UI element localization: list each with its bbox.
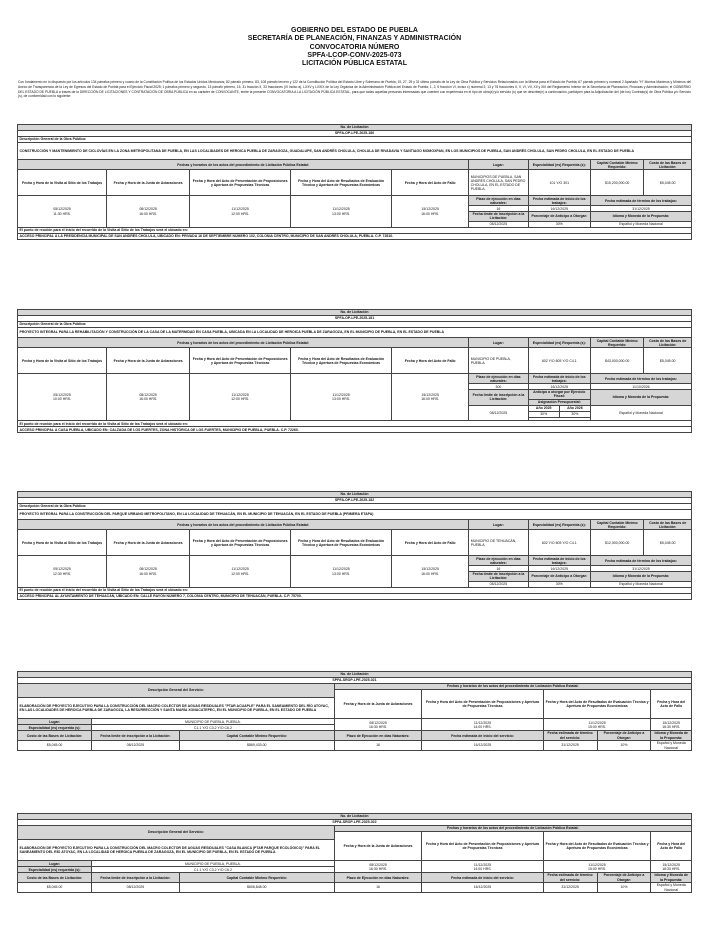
presentacion-value: 11/12/2025 12:00 HRS. [190,196,291,228]
fallo-value: 15/12/2025 16:00 HRS. [392,196,469,228]
header-line-3: CONVOCATORIA NÚMERO [309,43,400,51]
costo-header: Costo de las Bases de Licitación: [18,731,92,741]
visita-header: Fecha y Hora de la Visita al Sitio de los Trabajos [18,348,107,374]
capital-header: Capital Contable Mínimo Requerido: [590,160,643,170]
fallo-header: Fecha y Hora del Acto de Fallo [392,348,469,374]
licitacion-number: SPFA-OP-LPE-2025-180 [18,130,692,136]
resultados-value: 11/12/2025 15:00 HRS. [543,719,651,731]
lugar-value: MUNICIPIO DE PUEBLA, PUEBLA. [92,719,335,725]
resultados-header: Fecha y Hora del Acto de Resultados de Evaluación Técnica y Apertura de Propuestas Económicas [543,689,651,719]
anticipo-value: 10% [597,741,651,751]
visita-value: 05/12/2025 10:00 HRS. [18,374,107,421]
licitacion-number: SPFA-SROP-LPE-2025-022 [18,819,692,825]
punto-label: El punto de reunión para el inicio del recorrido de la Visita al Sitio de los Trabajos será el ubicado en: [18,227,692,233]
fallo-header: Fecha y Hora del Acto de Fallo [651,831,692,861]
limite-value: 08/12/2025 [92,883,180,893]
no-licitacion-label: No. de Licitación [18,814,692,820]
capital-header: Capital Contable Mínimo Requerido: [179,873,334,883]
no-licitacion-label: No. de Licitación [18,125,692,131]
fechas-header: Fechas y horarios de los actos del procedimiento de Licitación Pública Estatal: [334,683,691,689]
lugar-header: Lugar: [18,861,92,867]
termino-value: 31/12/2025 [543,883,597,893]
capital-value: $43,000,000.00 [590,348,643,374]
punto-label: El punto de reunión para el inicio del recorrido de la Visita al Sitio de los Trabajos será el ubicado en: [18,587,692,593]
asignacion-header: Asignación Presupuestal: [528,399,590,405]
termino-value: 31/12/2025 [590,566,691,572]
header-line-1: GOBIERNO DEL ESTADO DE PUEBLA [291,27,418,34]
plazo-header: Plazo de ejecución en días naturales: [469,196,528,206]
fallo-header: Fecha y Hora del Acto de Fallo [392,170,469,196]
junta-value: 08/12/2025 16:00 HRS. [107,196,190,228]
capital-value: $869,433.00 [179,741,334,751]
capital-value: $606,848.00 [179,883,334,893]
costo-header: Costo de las Bases de Licitación: [644,338,692,348]
resultados-value: 11/12/2025 13:00 HRS. [291,374,392,421]
inicio-value: 16/12/2025 [422,883,543,893]
junta-header: Fecha y Hora de la Junta de Aclaraciones [107,170,190,196]
idioma-value: Español y Moneda Nacional [590,221,691,227]
inicio-header: Fecha estimada de inicio del servicio: [422,873,543,883]
fechas-header: Fechas y horarios de los actos del procedimiento de Licitación Pública Estatal: [18,160,469,170]
limite-header: Fecha límite de inscripción a la Licitación: [469,572,528,582]
pct-2026: 30% [559,411,590,417]
anio-2025: Año 2025 [528,405,559,411]
resultados-header: Fecha y Hora del Acto de Resultados de Evaluación Técnica y Apertura de Propuestas Económicas [543,831,651,861]
especialidad-value: C1.1 Y/O C3.2 Y/O C6.2 [92,867,335,873]
junta-value: 08/12/2025 16:00 HRS. [107,374,190,421]
plazo-header: Plazo de ejecución en días naturales: [469,374,528,384]
resultados-header: Fecha y Hora del Acto de Resultados de Evaluación Técnica y Apertura de Propuestas Económicas [291,170,392,196]
capital-value: $15,200,000.00 [590,170,643,196]
termino-header: Fecha estimada de término de los trabajos: [590,196,691,206]
lugar-value: MUNICIPIOS DE PUEBLA, SAN ANDRÉS CHOLULA, SAN PEDRO CHOLULA, EN EL ESTADO DE PUEBLA. [469,170,528,196]
costo-value: $5,045.00 [644,348,692,374]
inicio-value: 16/12/2025 [528,384,590,390]
fallo-value: 15/12/2025 16:30 HRS. [651,861,692,873]
costo-header: Costo de las Bases de Licitación: [18,873,92,883]
capital-header: Capital Contable Mínimo Requerido: [590,338,643,348]
idioma-header: Idioma y Moneda de la Propuesta: [651,873,692,883]
especialidad-header: Especialidad (es) requerida (s): [18,867,92,873]
especialidad-value: 602 Y/O 605 Y/O C4.1 [528,348,590,374]
limite-value: 08/12/2025 [92,741,180,751]
lugar-value: MUNICIPIO DE TEHUACÁN, PUEBLA. [469,530,528,556]
desc-label: Descripción General de la Obra Pública: [18,136,692,142]
resultados-header: Fecha y Hora del Acto de Resultados de Evaluación Técnica y Apertura de Propuestas Económicas [291,530,392,556]
termino-header: Fecha estimada de término del servicio: [543,731,597,741]
licitacion-number: SPFA-OP-LPE-2025-182 [18,497,692,503]
visita-header: Fecha y Hora de la Visita al Sitio de los Trabajos [18,530,107,556]
fallo-value: 15/12/2025 16:00 HRS. [392,556,469,588]
junta-value: 08/12/2025 16:30 HRS. [334,719,422,731]
especialidad-header: Especialidad (es) Requerida (s): [528,520,590,530]
termino-header: Fecha estimada de término del servicio: [543,873,597,883]
obra-description: PROYECTO INTEGRAL PARA LA CONSTRUCCIÓN DEL PARQUE URBANO METROPOLITANO, EN LA LOCALIDAD DE TEHUACÁN, EN EL MUNICIPIO DE TEHUACÁN, EN EL ESTADO DE PUEBLA (PRIMERA ETAPA) [18,509,692,520]
visita-value: 05/12/2025 12:30 HRS. [18,556,107,588]
fallo-value: 15/12/2025 16:30 HRS. [651,719,692,731]
costo-header: Costo de las Bases de Licitación: [644,160,692,170]
inicio-header: Fecha estimada de inicio de los trabajos: [528,374,590,384]
especialidad-header: Especialidad (es) Requerida (s): [528,160,590,170]
presentacion-header: Fecha y Hora del Acto de Presentación de Proposiciones y Apertura de Propuestas Técnicas [190,530,291,556]
lugar-header: Lugar: [469,160,528,170]
termino-value: 31/12/2025 [590,206,691,212]
presentacion-value: 11/12/2025 14:00 HRS. [422,861,543,873]
presentacion-value: 11/12/2025 12:00 HRS. [190,374,291,421]
anticipo-header: Porcentaje de Anticipo a Otorgar: [597,873,651,883]
costo-value: $5,045.00 [18,883,92,893]
idioma-header: Idioma y Moneda de la Propuesta: [590,572,691,582]
lugar-header: Lugar: [469,338,528,348]
resultados-value: 11/12/2025 13:00 HRS. [291,196,392,228]
plazo-value: 16 [469,566,528,572]
limite-value: 08/12/2025 [469,581,528,587]
visita-value: 05/12/2025 11:30 HRS. [18,196,107,228]
especialidad-value: C1.1 Y/O C3.2 Y/O C6.2 [92,725,335,731]
presentacion-header: Fecha y Hora del Acto de Presentación de Proposiciones y Apertura de Propuestas Técnicas [422,689,543,719]
lugar-header: Lugar: [469,520,528,530]
licitacion-number: SPFA-SROP-LPE-2025-021 [18,677,692,683]
punto-value: ACCESO PRINCIPAL A LA PRESIDENCIA MUNICIPAL DE SAN ANDRÉS CHOLULA, UBICADO EN: PRIVADA 16 DE SEPTIEMBRE NÚMERO 102, COLONIA CENTRO, MUNICIPIO DE SAN ANDRÉS CHOLULA, PUEBLA. C.P. 72810. [18,233,692,239]
fallo-header: Fecha y Hora del Acto de Fallo [392,530,469,556]
costo-header: Costo de las Bases de Licitación: [644,520,692,530]
resultados-header: Fecha y Hora del Acto de Resultados de Evaluación Técnica y Apertura de Propuestas Económicas [291,348,392,374]
inicio-header: Fecha estimada de inicio del servicio: [422,731,543,741]
inicio-header: Fecha estimada de inicio de los trabajos: [528,556,590,566]
presentacion-header: Fecha y Hora del Acto de Presentación de Proposiciones y Apertura de Propuestas Técnicas [190,170,291,196]
fechas-header: Fechas y horarios de los actos del procedimiento de Licitación Pública Estatal: [334,825,691,831]
idioma-header: Idioma y Moneda de la Propuesta: [651,731,692,741]
servicio-description: ELABORACIÓN DE PROYECTO EJECUTIVO PARA LA CONSTRUCCIÓN DEL MACRO COLECTOR DE AGUAS RESIDUALES "PTAR ACUAPLE" PARA EL SANEAMIENTO DEL RÍO ATOYAC, EN LAS LOCALIDADES DE HEROICA PUEBLA DE ZARAGOZA, LA RESURRECCIÓN Y SANTA MARÍA XONACATEPEC, EN EL MUNICIPIO DE PUEBLA, EN EL ESTADO DE PUEBLA [18,697,335,719]
no-licitacion-label: No. de Licitación [18,310,692,316]
limite-header: Fecha límite de inscripción a la Licitación: [469,390,528,406]
plazo-value: 300 [469,384,528,390]
desc-serv-label: Descripción General del Servicio: [18,825,335,839]
idioma-header: Idioma y Moneda de la Propuesta: [590,212,691,222]
limite-header: Fecha límite de inscripción a la Licitación: [92,731,180,741]
header-line-5: LICITACIÓN PÚBLICA ESTATAL [302,60,407,68]
anticipo-header: Porcentaje de Anticipo a Otorgar: [528,572,590,582]
licitacion-number: SPFA-OP-LPE-2025-181 [18,315,692,321]
junta-header: Fecha y Hora de la Junta de Aclaraciones [334,831,422,861]
intro-paragraph: Con fundamento en lo dispuesto por los artículos 134 párrafos primero y cuarto de la Constitución Política de los Estados Unidos Mexicanos; 82 párrafo primero, 83, 108 párrafo tercero y 122 de la Constitución Política del Estado Libre y Soberano de Puebla; 19, 27, 29 y 31 último párrafo de la Ley de Obra Pública y Servicios Relacionados con la Misma para el Estado de Puebla; 67 párrafo primero y numeral 2 Apartado "H" Montos Máximos y Mínimos del Anexo de Transparencia de la Ley de Egresos del Estado de Puebla para el Ejercicio Fiscal 2025; 1 párrafos primero y segundo, 13 párrafo primero, 15, 31 fracción II, 33 fracciones (VI inciso a), LXXV y LXXIX de la Ley Orgánica de la Administración Pública del Estado de Puebla; 1, 2, 5 fracción VI, inciso c) numeral 2; 13 y 76 fracciones II, V, VI, VII, XII y XIII del Reglamento Interior de la Secretaría de Planeación, Finanzas y Administración; el GOBIERNO DEL ESTADO DE PUEBLA a través de la DIRECCIÓN DE LICITACIONES Y CONTRATACIÓN DE OBRA PÚBLICA en su carácter de CONVOCANTE, emite la presente CONVOCATORIA A LA LICITACIÓN PÚBLICA ESTATAL, para que todas aquellas personas interesadas que cuenten con experiencia en el tipo de obra(s) y/o servicio (s) que se describe(n) a continuación, participen para la Adjudicación del (de los) Contrato(s) de Obra Pública y/o Servicio (s), de conformidad con lo siguiente: [18,80,691,99]
plazo-header: Plazo de ejecución en días naturales: [469,556,528,566]
licitacion-block-181 [17,309,692,433]
inicio-value: 16/12/2025 [528,566,590,572]
termino-value: 11/10/2026 [590,384,691,390]
idioma-value: Español y Moneda Nacional [590,405,691,421]
fallo-value: 15/12/2025 16:00 HRS. [392,374,469,421]
idioma-value: Español y Moneda Nacional [651,741,692,751]
especialidad-header: Especialidad (es) Requerida (s): [528,338,590,348]
fallo-header: Fecha y Hora del Acto de Fallo [651,689,692,719]
lugar-value: MUNICIPIO DE PUEBLA, PUEBLA. [469,348,528,374]
plazo-value: 16 [334,741,422,751]
licitacion-block-182 [17,491,692,600]
header-line-4: SPFA-LCOP-CONV-2025-073 [307,51,402,59]
limite-header: Fecha límite de inscripción a la Licitación: [92,873,180,883]
junta-value: 08/12/2025 16:30 HRS. [334,861,422,873]
visita-header: Fecha y Hora de la Visita al Sitio de los Trabajos [18,170,107,196]
header-line-2: SECRETARÍA DE PLANEACIÓN, FINANZAS Y ADMINISTRACIÓN [247,35,462,43]
capital-header: Capital Contable Mínimo Requerido: [179,731,334,741]
licitacion-block-180 [17,124,692,240]
punto-value: ACCESO PRINCIPAL AL AYUNTAMIENTO DE TEHUACÁN, UBICADO EN: CALLE RAYÓN NÚMERO 7, COLONIA CENTRO, MUNICIPIO DE TEHUACÁN, PUEBLA. C.P. 75700. [18,593,692,599]
obra-description: PROYECTO INTEGRAL PARA LA REHABILITACIÓN Y CONSTRUCCIÓN DE LA CASA DE LA MATERNIDAD EN CASA PUEBLA, UBICADA EN LA LOCALIDAD DE HEROICA PUEBLA DE ZARAGOZA, EN EL MUNICIPIO DE PUEBLA, EN EL ESTADO DE PUEBLA [18,327,692,338]
idioma-value: Español y Moneda Nacional [590,581,691,587]
desc-serv-label: Descripción General del Servicio: [18,683,335,697]
lugar-value: MUNICIPIO DE PUEBLA, PUEBLA. [92,861,335,867]
pct-2025: 30% [528,411,559,417]
limite-value: 08/12/2025 [469,405,528,421]
obra-description: CONSTRUCCIÓN Y MANTENIMIENTO DE CICLOVÍAS EN LA ZONA METROPOLITANA DE PUEBLA, EN LAS LOCALIDADES DE HEROICA PUEBLA DE ZARAGOZA, GUADALUPE, SAN ANDRÉS CHOLULA, CHOLULA DE RIVADAVIA Y SANTIAGO MOMOXPAN, EN LOS MUNICIPIOS DE PUEBLA, SAN ANDRÉS CHOLULA, SAN PEDRO CHOLULA, EN EL ESTADO DE PUEBLA [18,142,692,160]
desc-label: Descripción General de la Obra Pública: [18,321,692,327]
plazo-value: 16 [469,206,528,212]
capital-value: $12,300,000.00 [590,530,643,556]
termino-value: 31/12/2025 [543,741,597,751]
costo-value: $5,045.00 [18,741,92,751]
presentacion-header: Fecha y Hora del Acto de Presentación de Proposiciones y Apertura de Propuestas Técnicas [190,348,291,374]
junta-header: Fecha y Hora de la Junta de Aclaraciones [334,689,422,719]
anticipo-value: 30% [528,581,590,587]
costo-value: $5,045.00 [644,170,692,196]
no-licitacion-label: No. de Licitación [18,492,692,498]
lugar-header: Lugar: [18,719,92,725]
fechas-header: Fechas y horarios de los actos del procedimiento de Licitación Pública Estatal: [18,520,469,530]
presentacion-value: 11/12/2025 12:00 HRS. [190,556,291,588]
especialidad-value: 602 Y/O 605 Y/O C4.1 [528,530,590,556]
resultados-value: 11/12/2025 15:00 HRS. [543,861,651,873]
anticipo-value: 30% [528,221,590,227]
servicio-block-022 [17,813,692,893]
anticipo-header: Porcentaje de Anticipo a Otorgar: [528,212,590,222]
desc-label: Descripción General de la Obra Pública: [18,503,692,509]
no-licitacion-label: No. de Licitación [18,672,692,678]
termino-header: Fecha estimada de término de los trabajos: [590,374,691,384]
termino-header: Fecha estimada de término de los trabajos: [590,556,691,566]
resultados-value: 11/12/2025 13:00 HRS. [291,556,392,588]
capital-header: Capital Contable Mínimo Requerido: [590,520,643,530]
anticipo-header: Porcentaje de Anticipo a Otorgar: [597,731,651,741]
inicio-header: Fecha estimada de inicio de los trabajos: [528,196,590,206]
idioma-value: Español y Moneda Nacional [651,883,692,893]
punto-label: El punto de reunión para el inicio del recorrido de la Visita al Sitio de los Trabajos será el ubicado en: [18,421,692,427]
limite-value: 08/12/2025 [469,221,528,227]
ejercicio-header: Anticipo a otorgar por Ejercicio Fiscal: [528,390,590,400]
punto-value: ACCESO PRINCIPAL A CASA PUEBLA, UBICADO EN: CALZADA DE LOS FUERTES, ZONA HISTÓRICA DE LOS FUERTES, MUNICIPIO DE PUEBLA, PUEBLA. C.P. 72260. [18,427,692,433]
inicio-value: 16/12/2025 [528,206,590,212]
plazo-header: Plazo de Ejecución en días Naturales: [334,731,422,741]
presentacion-header: Fecha y Hora del Acto de Presentación de Proposiciones y Apertura de Propuestas Técnicas [422,831,543,861]
anio-2026: Año 2026 [559,405,590,411]
costo-value: $5,045.00 [644,530,692,556]
fechas-header: Fechas y horarios de los actos del procedimiento de Licitación Pública Estatal: [18,338,469,348]
junta-value: 08/12/2025 16:00 HRS. [107,556,190,588]
junta-header: Fecha y Hora de la Junta de Aclaraciones [107,348,190,374]
plazo-value: 16 [334,883,422,893]
plazo-header: Plazo de Ejecución en días Naturales: [334,873,422,883]
servicio-block-021 [17,671,692,751]
document-header [0,0,709,68]
especialidad-header: Especialidad (es) requerida (s): [18,725,92,731]
junta-header: Fecha y Hora de la Junta de Aclaraciones [107,530,190,556]
servicio-description: ELABORACIÓN DE PROYECTO EJECUTIVO PARA LA CONSTRUCCIÓN DEL MACRO COLECTOR DE AGUAS RESIDUALES "CASA BLANCA (PTAR PARQUE ECOLÓGICO)" PARA EL SANEAMIENTO DEL RÍO ATOYAC, EN LA LOCALIDAD DE HEROICA PUEBLA DE ZARAGOZA, EN EL MUNICIPIO DE PUEBLA, EN EL ESTADO DE PUEBLA [18,839,335,861]
limite-header: Fecha límite de inscripción a la Licitación: [469,212,528,222]
presentacion-value: 11/12/2025 14:00 HRS. [422,719,543,731]
especialidad-value: 101 Y/O 301 [528,170,590,196]
anticipo-value: 10% [597,883,651,893]
inicio-value: 16/12/2025 [422,741,543,751]
idioma-header: Idioma y Moneda de la Propuesta: [590,390,691,406]
